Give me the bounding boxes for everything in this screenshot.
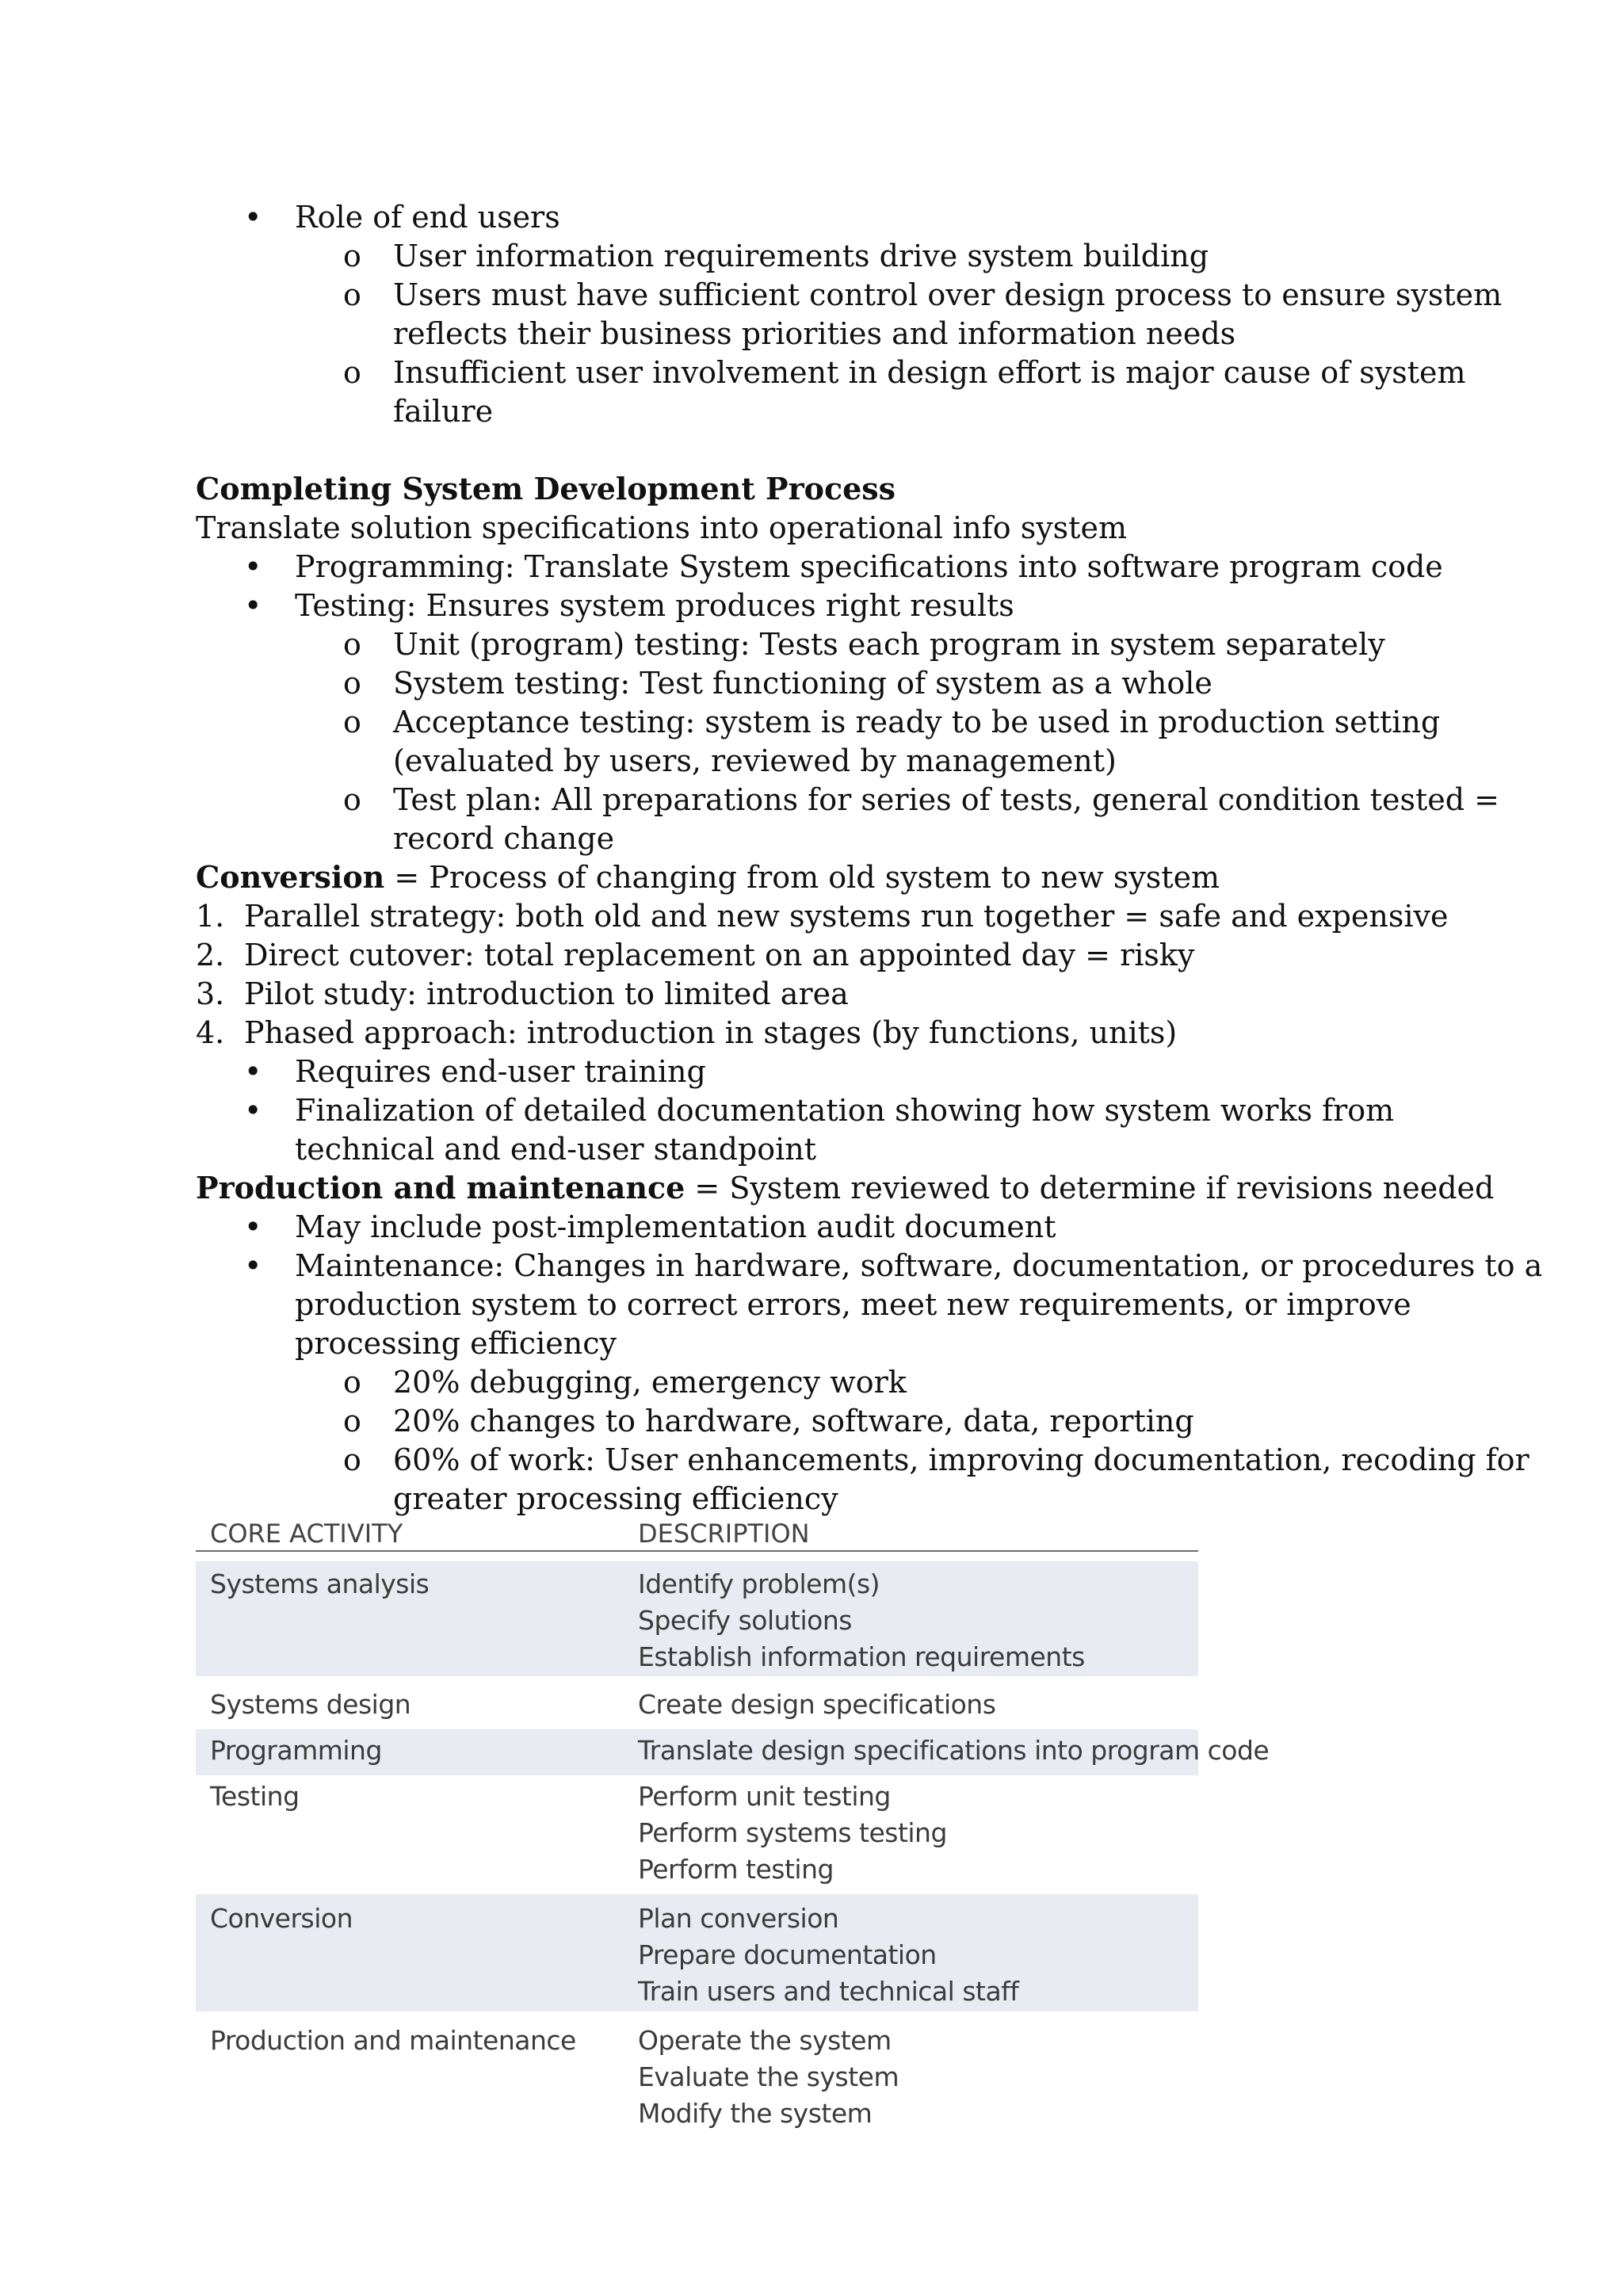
production-bullet-2-line3: processing efficiency: [295, 1326, 617, 1361]
bullet-glyph: •: [244, 588, 262, 623]
table-item: Identify problem(s): [638, 1568, 880, 1599]
production-sub-2: 20% changes to hardware, software, data, reporting: [393, 1404, 1194, 1438]
table-item: Establish information requirements: [638, 1641, 1085, 1672]
table-activity: Production and maintenance: [210, 2025, 576, 2056]
table-activity: Conversion: [210, 1903, 353, 1934]
table-item: Prepare documentation: [638, 1939, 937, 1970]
role-bullet: Role of end users: [295, 200, 560, 235]
section-intro: Translate solution specifications into operational info system: [196, 510, 1127, 545]
numbered-marker: 2.: [196, 938, 225, 972]
production-sub-3-line1: 60% of work: User enhancements, improving documentation, recoding for: [393, 1442, 1529, 1477]
table-activity: Systems design: [210, 1689, 411, 1720]
testing-sub-2: System testing: Test functioning of system as a whole: [393, 666, 1212, 701]
circle-glyph: o: [343, 1442, 361, 1477]
conversion-definition-text: = Process of changing from old system to new system: [384, 860, 1220, 895]
table-item: Perform testing: [638, 1854, 834, 1885]
circle-glyph: o: [343, 782, 361, 817]
table-item: Perform systems testing: [638, 1817, 947, 1848]
role-sub-1: User information requirements drive system building: [393, 239, 1209, 273]
programming-bullet: Programming: Translate System specifications into software program code: [295, 549, 1443, 584]
production-bullet-2-line1: Maintenance: Changes in hardware, software, documentation, or procedures to a: [295, 1248, 1543, 1283]
production-bullet-2-line2: production system to correct errors, meet new requirements, or improve: [295, 1287, 1411, 1322]
role-sub-3-line2: failure: [393, 394, 494, 429]
conversion-definition: [196, 858, 1220, 896]
section-heading: Completing System Development Process: [196, 471, 896, 506]
production-sub-1: 20% debugging, emergency work: [393, 1365, 907, 1400]
table-item: Evaluate the system: [638, 2061, 899, 2092]
bullet-glyph: •: [244, 1248, 262, 1283]
role-sub-2-line1: Users must have sufficient control over design process to ensure system: [393, 277, 1503, 312]
header-rule: [196, 1550, 1198, 1552]
testing-sub-4-line2: record change: [393, 821, 615, 856]
role-sub-2-line2: reflects their business priorities and information needs: [393, 316, 1236, 351]
numbered-marker: 4.: [196, 1015, 225, 1050]
conversion-term: Conversion: [196, 859, 385, 895]
numbered-item-3: Pilot study: introduction to limited area: [244, 976, 849, 1011]
table-item: Train users and technical staff: [638, 1976, 1019, 2007]
production-sub-3-line2: greater processing efficiency: [393, 1481, 838, 1516]
circle-glyph: o: [343, 1365, 361, 1400]
table-header-activity: CORE ACTIVITY: [210, 1519, 403, 1549]
bullet-glyph: •: [244, 549, 262, 584]
table-activity: Systems analysis: [210, 1568, 430, 1599]
numbered-marker: 3.: [196, 976, 225, 1011]
table-item: Modify the system: [638, 2098, 873, 2129]
table-item: Operate the system: [638, 2025, 892, 2056]
testing-sub-3-line2: (evaluated by users, reviewed by management): [393, 743, 1117, 778]
table-header-description: DESCRIPTION: [638, 1519, 810, 1549]
production-definition: [196, 1169, 1494, 1207]
testing-sub-1: Unit (program) testing: Tests each program in system separately: [393, 627, 1385, 662]
numbered-item-2: Direct cutover: total replacement on an appointed day = risky: [244, 938, 1195, 972]
circle-glyph: o: [343, 666, 361, 701]
circle-glyph: o: [343, 1404, 361, 1438]
circle-glyph: o: [343, 239, 361, 273]
testing-bullet: Testing: Ensures system produces right results: [295, 588, 1014, 623]
numbered-item-1: Parallel strategy: both old and new systems run together = safe and expensive: [244, 899, 1449, 934]
table-item: Perform unit testing: [638, 1781, 891, 1812]
bullet-glyph: •: [244, 1209, 262, 1244]
circle-glyph: o: [343, 277, 361, 312]
bullet-glyph: •: [244, 1054, 262, 1089]
table-item: Specify solutions: [638, 1605, 852, 1636]
table-activity: Testing: [210, 1781, 300, 1812]
conversion-bullet-2-line1: Finalization of detailed documentation showing how system works from: [295, 1093, 1395, 1128]
bullet-glyph: •: [244, 1093, 262, 1128]
table-item: Create design specifications: [638, 1689, 996, 1720]
production-bullet-1: May include post-implementation audit document: [295, 1209, 1056, 1244]
role-sub-3-line1: Insufficient user involvement in design effort is major cause of system: [393, 355, 1466, 390]
production-definition-text: = System reviewed to determine if revisions needed: [685, 1171, 1495, 1205]
numbered-marker: 1.: [196, 899, 225, 934]
testing-sub-3-line1: Acceptance testing: system is ready to be used in production setting: [393, 705, 1441, 739]
conversion-bullet-1: Requires end-user training: [295, 1054, 706, 1089]
production-term: Production and maintenance: [196, 1170, 685, 1205]
core-activity-table: [196, 1515, 1270, 2151]
numbered-item-4: Phased approach: introduction in stages (by functions, units): [244, 1015, 1178, 1050]
testing-sub-4-line1: Test plan: All preparations for series of tests, general condition tested =: [393, 782, 1500, 817]
table-item: Translate design specifications into program code: [638, 1735, 1270, 1766]
conversion-bullet-2-line2: technical and end-user standpoint: [295, 1132, 817, 1167]
circle-glyph: o: [343, 355, 361, 390]
circle-glyph: o: [343, 705, 361, 739]
table-activity: Programming: [210, 1735, 382, 1766]
bullet-glyph: •: [244, 200, 262, 235]
circle-glyph: o: [343, 627, 361, 662]
table-item: Plan conversion: [638, 1903, 839, 1934]
